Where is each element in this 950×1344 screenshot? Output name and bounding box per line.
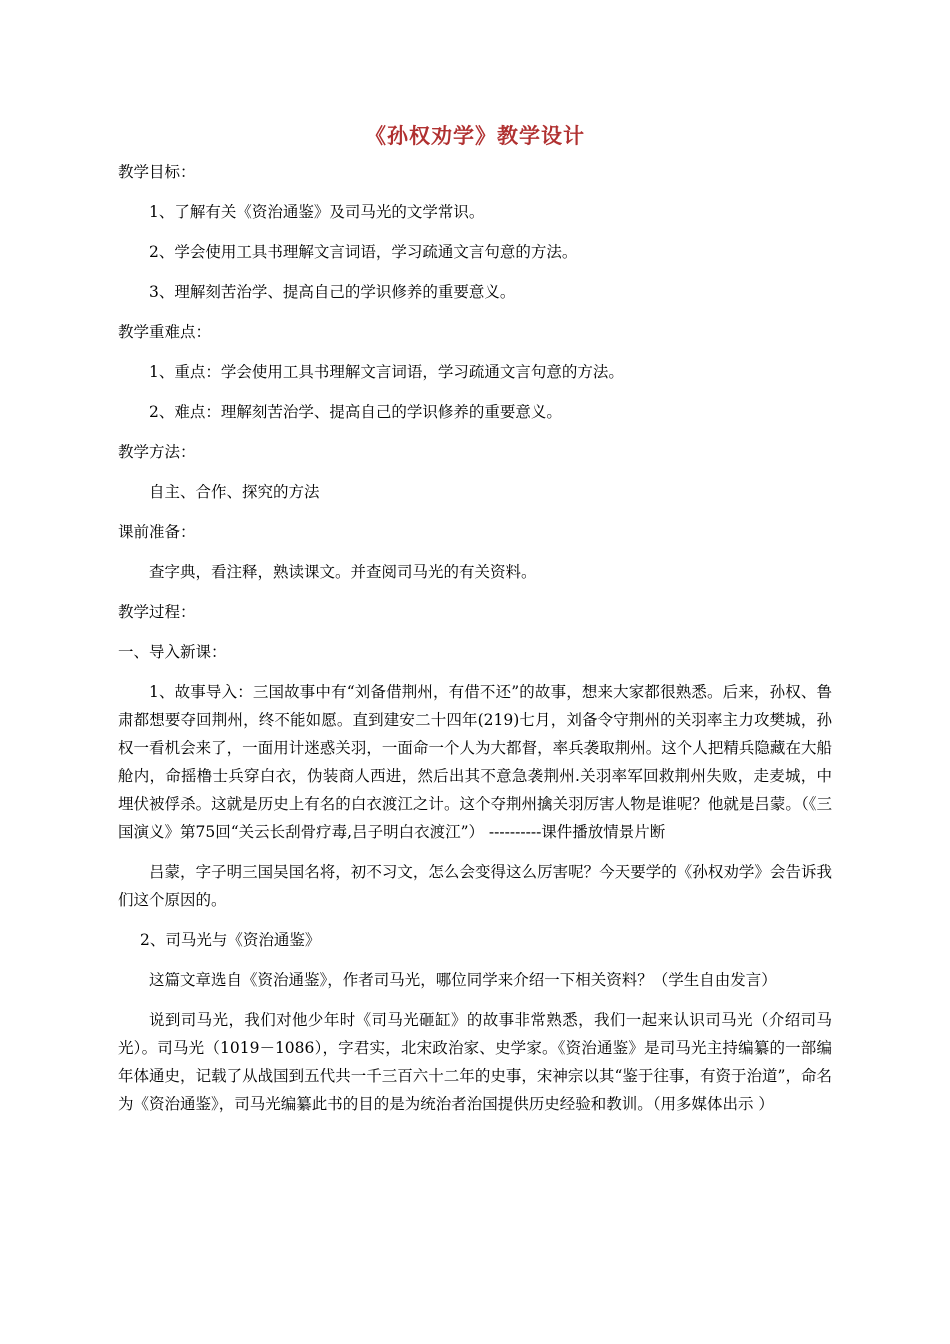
key-points-heading: 教学重难点： [118,323,212,341]
sima-detail-paragraph: 说到司马光，我们对他少年时《司马光砸缸》的故事非常熟悉，我们一起来认识司马光（介绍司马光）。司马光（1019－1086），字君实，北宋政治家、史学家。《资治通鉴》是司马光主持编纂的一部编年体通史，记载了从战国到五代共一千三百六十二年的史事，宋神宗以其“鉴于往事，有资于治道”，命名为《资治通鉴》，司马光编纂此书的目的是为统治者治国提供历史经验和教训。（用多媒体出示 ） [118,1011,832,1113]
goal-item: 2、学会使用工具书理解文言词语，学习疏通文言句意的方法。 [149,243,578,261]
goal-item: 1、了解有关《资治通鉴》及司马光的文学常识。 [149,203,485,221]
document-title: 《孙权劝学》教学设计 [365,124,585,148]
method-text: 自主、合作、探究的方法 [149,483,320,501]
intro-heading: 一、导入新课： [118,643,227,661]
goals-heading: 教学目标： [118,163,196,181]
document-body [118,158,832,1118]
goal-item: 3、理解刻苦治学、提高自己的学识修养的重要意义。 [149,283,516,301]
sima-heading: 2、司马光与《资治通鉴》 [140,931,321,949]
method-heading: 教学方法： [118,443,196,461]
process-heading: 教学过程： [118,603,196,621]
key-point-item: 1、重点：学会使用工具书理解文言词语，学习疏通文言句意的方法。 [149,363,624,381]
prep-text: 查字典，看注释，熟读课文。并查阅司马光的有关资料。 [149,563,537,581]
prep-heading: 课前准备： [118,523,196,541]
story-paragraph: 1、故事导入：三国故事中有“刘备借荆州，有借不还”的故事，想来大家都很熟悉。后来，孙权、鲁肃都想要夺回荆州，终不能如愿。直到建安二十四年(219)七月，刘备令守荆州的关羽率主力攻樊城，孙权一看机会来了，一面用计迷惑关羽，一面命一个人为大都督，率兵袭取荆州。这个人把精兵隐藏在大船舱内，命摇橹士兵穿白衣，伪装商人西进，然后出其不意急袭荆州.关羽率军回救荆州失败，走麦城，中埋伏被俘杀。这就是历史上有名的白衣渡江之计。这个夺荆州擒关羽厉害人物是谁呢？他就是吕蒙。（《三国演义》第75回“关云长刮骨疗毒,吕子明白衣渡江”） ----------课件播放情景片断 [118,683,832,841]
sima-intro-paragraph: 这篇文章选自《资治通鉴》，作者司马光，哪位同学来介绍一下相关资料？（学生自由发言） [149,971,777,989]
lumeng-paragraph: 吕蒙，字子明三国吴国名将，初不习文，怎么会变得这么厉害呢？今天要学的《孙权劝学》会告诉我们这个原因的。 [118,863,832,909]
key-point-item: 2、难点：理解刻苦治学、提高自己的学识修养的重要意义。 [149,403,562,421]
